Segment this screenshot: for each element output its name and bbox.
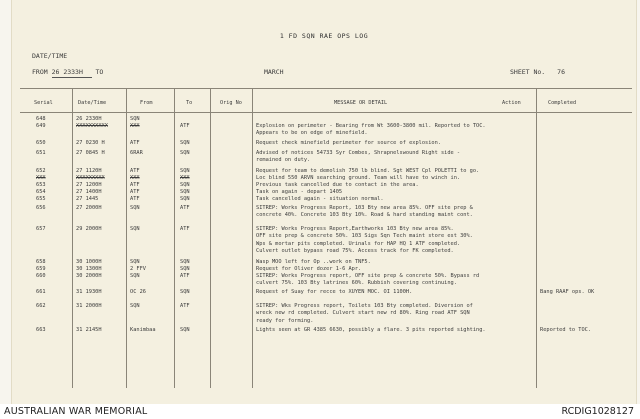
footer-source: AUSTRALIAN WAR MEMORIAL xyxy=(4,406,148,417)
from-cell: 6RAR xyxy=(130,150,143,156)
datetime-cell: 27 1400H xyxy=(76,189,102,195)
datetime-cell: 30 1000H xyxy=(76,259,102,265)
to-label: TO xyxy=(95,68,104,76)
col-from: From xyxy=(140,100,153,106)
from-label: FROM xyxy=(32,68,48,76)
datetime-cell: 27 1445 xyxy=(76,196,99,202)
serial-cell: 663 xyxy=(36,327,46,333)
from-cell: XXX xyxy=(130,123,140,129)
serial-cell: 655 xyxy=(36,196,46,202)
message-cell: Request for Oliver dozer 1-6 Apr. xyxy=(256,266,362,272)
to-cell: SQN xyxy=(180,266,190,272)
serial-cell: XXX xyxy=(36,175,46,181)
from-cell: Kanimbaa xyxy=(130,327,156,333)
sheet-number: 76 xyxy=(557,68,565,76)
divider-serial xyxy=(72,88,73,388)
serial-cell: 660 xyxy=(36,273,46,279)
from-cell: 2 FFV xyxy=(130,266,146,272)
message-cell: Previous task cancelled due to contact in the area. xyxy=(256,182,419,188)
from-cell: ATF xyxy=(130,182,140,188)
to-cell: SQN xyxy=(180,182,190,188)
message-cell: SITREP: Works Progress Report, 103 Bty new area 85%. OFF site prep & concrete 40%. Concrete 103 Bty 10%. Road & hard standing maint cont. xyxy=(256,205,473,219)
from-cell: ATF xyxy=(130,140,140,146)
message-cell: Task cancelled again - situation normal. xyxy=(256,196,384,202)
from-value: 26 2333H xyxy=(52,68,92,78)
from-cell: SQN xyxy=(130,303,140,309)
datetime-cell: 30 1300H xyxy=(76,266,102,272)
serial-cell: 648 xyxy=(36,116,46,122)
message-cell: Request check minefield perimeter for source of explosion. xyxy=(256,140,441,146)
from-cell: SQN xyxy=(130,226,140,232)
divider-to xyxy=(210,88,211,388)
to-cell: SQN xyxy=(180,259,190,265)
message-cell: Advised of notices 54733 Syr Combes, Shrapnelswound Right side - remained on duty. xyxy=(256,150,461,164)
col-action: Action xyxy=(502,100,521,106)
col-serial: Serial xyxy=(34,100,53,106)
document-title: 1 FD SQN RAE OPS LOG xyxy=(279,32,369,40)
from-cell: ATF xyxy=(130,196,140,202)
col-orig-no: Orig No xyxy=(220,100,242,106)
to-cell: SQN xyxy=(180,289,190,295)
serial-cell: 658 xyxy=(36,259,46,265)
from-cell: ATF xyxy=(130,168,140,174)
log-sheet xyxy=(12,0,636,404)
to-cell: ATF xyxy=(180,226,190,232)
from-field xyxy=(32,68,103,78)
from-cell: SQN xyxy=(130,116,140,122)
serial-cell: 654 xyxy=(36,189,46,195)
col-datetime: Date/Time xyxy=(78,100,107,106)
to-cell: ATF xyxy=(180,303,190,309)
to-cell: SQN xyxy=(180,327,190,333)
datetime-cell: 29 2000H xyxy=(76,226,102,232)
message-cell: Loc blind 550 ARVN searching ground. Team will have to winch in. xyxy=(256,175,461,181)
message-cell: SITREP: Works Progress Report,Earthworks 103 Bty new area 85%. OFF site prep & concrete 50%. 103 Sigs Sqn Tech maint store est 30%. Wps & mortar pits completed. Urinals for HAP HQ 1 ATF completed. Culvert outlet bypass road 75%. Access track for FK completed. xyxy=(256,226,473,255)
message-cell: SITREP: Works Progress report, OFF site prep & concrete 50%. Bypass rd culvert 75%. 103 Bty latrines 60%. Rubbish covering continuing. xyxy=(256,273,480,287)
completed-cell: Reported to TOC. xyxy=(540,327,592,333)
divider-datetime xyxy=(126,88,127,388)
serial-cell: 656 xyxy=(36,205,46,211)
message-cell: SITREP: Wks Progress report, Toilets 103 Bty completed. Diversion of wreck new rd completed. Culvert start new rd 80%. Ring road ATF SQN ready for forming. xyxy=(256,303,473,324)
to-cell: XXX xyxy=(180,175,190,181)
to-cell: SQN xyxy=(180,150,190,156)
col-completed: Completed xyxy=(548,100,577,106)
sheet-field xyxy=(510,68,565,76)
from-cell: SQN xyxy=(130,205,140,211)
from-cell: SQN xyxy=(130,259,140,265)
to-cell: ATF xyxy=(180,273,190,279)
serial-cell: 651 xyxy=(36,150,46,156)
message-cell: Task on again - depart 1405 xyxy=(256,189,343,195)
divider-from xyxy=(174,88,175,388)
datetime-cell: 31 1930H xyxy=(76,289,102,295)
datetime-cell: 27 0230 H xyxy=(76,140,105,146)
datetime-cell: 27 1200H xyxy=(76,182,102,188)
message-cell: Explosion on perimeter - Bearing from Wt 3600-3800 mil. Reported to TOC. Appears to be on edge of minefield. xyxy=(256,123,486,137)
completed-cell: Bang RAAF ops. OK xyxy=(540,289,595,295)
to-cell: SQN xyxy=(180,168,190,174)
serial-cell: 662 xyxy=(36,303,46,309)
table-header-rule xyxy=(20,112,632,113)
datetime-cell: 27 1120H xyxy=(76,168,102,174)
col-message: MESSAGE OR DETAIL xyxy=(334,100,388,106)
datetime-cell: 30 2000H xyxy=(76,273,102,279)
footer-bar xyxy=(0,404,640,419)
to-cell: SQN xyxy=(180,140,190,146)
datetime-cell: XXXXXXXXX xyxy=(76,175,105,181)
table-top-rule xyxy=(20,88,632,89)
col-to: To xyxy=(186,100,193,106)
serial-cell: 652 xyxy=(36,168,46,174)
from-cell: SQN xyxy=(130,273,140,279)
to-cell: ATF xyxy=(180,205,190,211)
divider-orig xyxy=(252,88,253,388)
datetime-cell: 31 2000H xyxy=(76,303,102,309)
from-cell: XXX xyxy=(130,175,140,181)
to-cell: SQN xyxy=(180,189,190,195)
datetime-cell: 27 0845 H xyxy=(76,150,105,156)
message-cell: Request for team to demolish 750 lb blind. Sgt WEST Cpl POLETTI to go. xyxy=(256,168,480,174)
serial-cell: 657 xyxy=(36,226,46,232)
datetime-label: DATE/TIME xyxy=(32,52,68,60)
from-cell: OC 26 xyxy=(130,289,146,295)
datetime-cell: XXXXXXXXXX xyxy=(76,123,108,129)
datetime-cell: 31 2145H xyxy=(76,327,102,333)
serial-cell: 661 xyxy=(36,289,46,295)
serial-cell: 659 xyxy=(36,266,46,272)
datetime-cell: 26 2330H xyxy=(76,116,102,122)
serial-cell: 653 xyxy=(36,182,46,188)
serial-cell: 649 xyxy=(36,123,46,129)
footer-record-id: RCDIG1028127 xyxy=(561,406,634,417)
message-cell: Lights seen at GR 4385 6630, possibly a flare. 3 pits reported sighting. xyxy=(256,327,486,333)
month-value: MARCH xyxy=(264,68,284,76)
from-cell: ATF xyxy=(130,189,140,195)
to-cell: ATF xyxy=(180,123,190,129)
divider-message xyxy=(536,88,537,388)
to-cell: SQN xyxy=(180,196,190,202)
message-cell: Wasp MOO left for Op ..work on TNF5. xyxy=(256,259,371,265)
serial-cell: 650 xyxy=(36,140,46,146)
message-cell: Request of Suay for recce to XUYEN MOC. OI 1100H. xyxy=(256,289,413,295)
sheet-label: SHEET No. xyxy=(510,68,546,76)
datetime-cell: 27 2000H xyxy=(76,205,102,211)
